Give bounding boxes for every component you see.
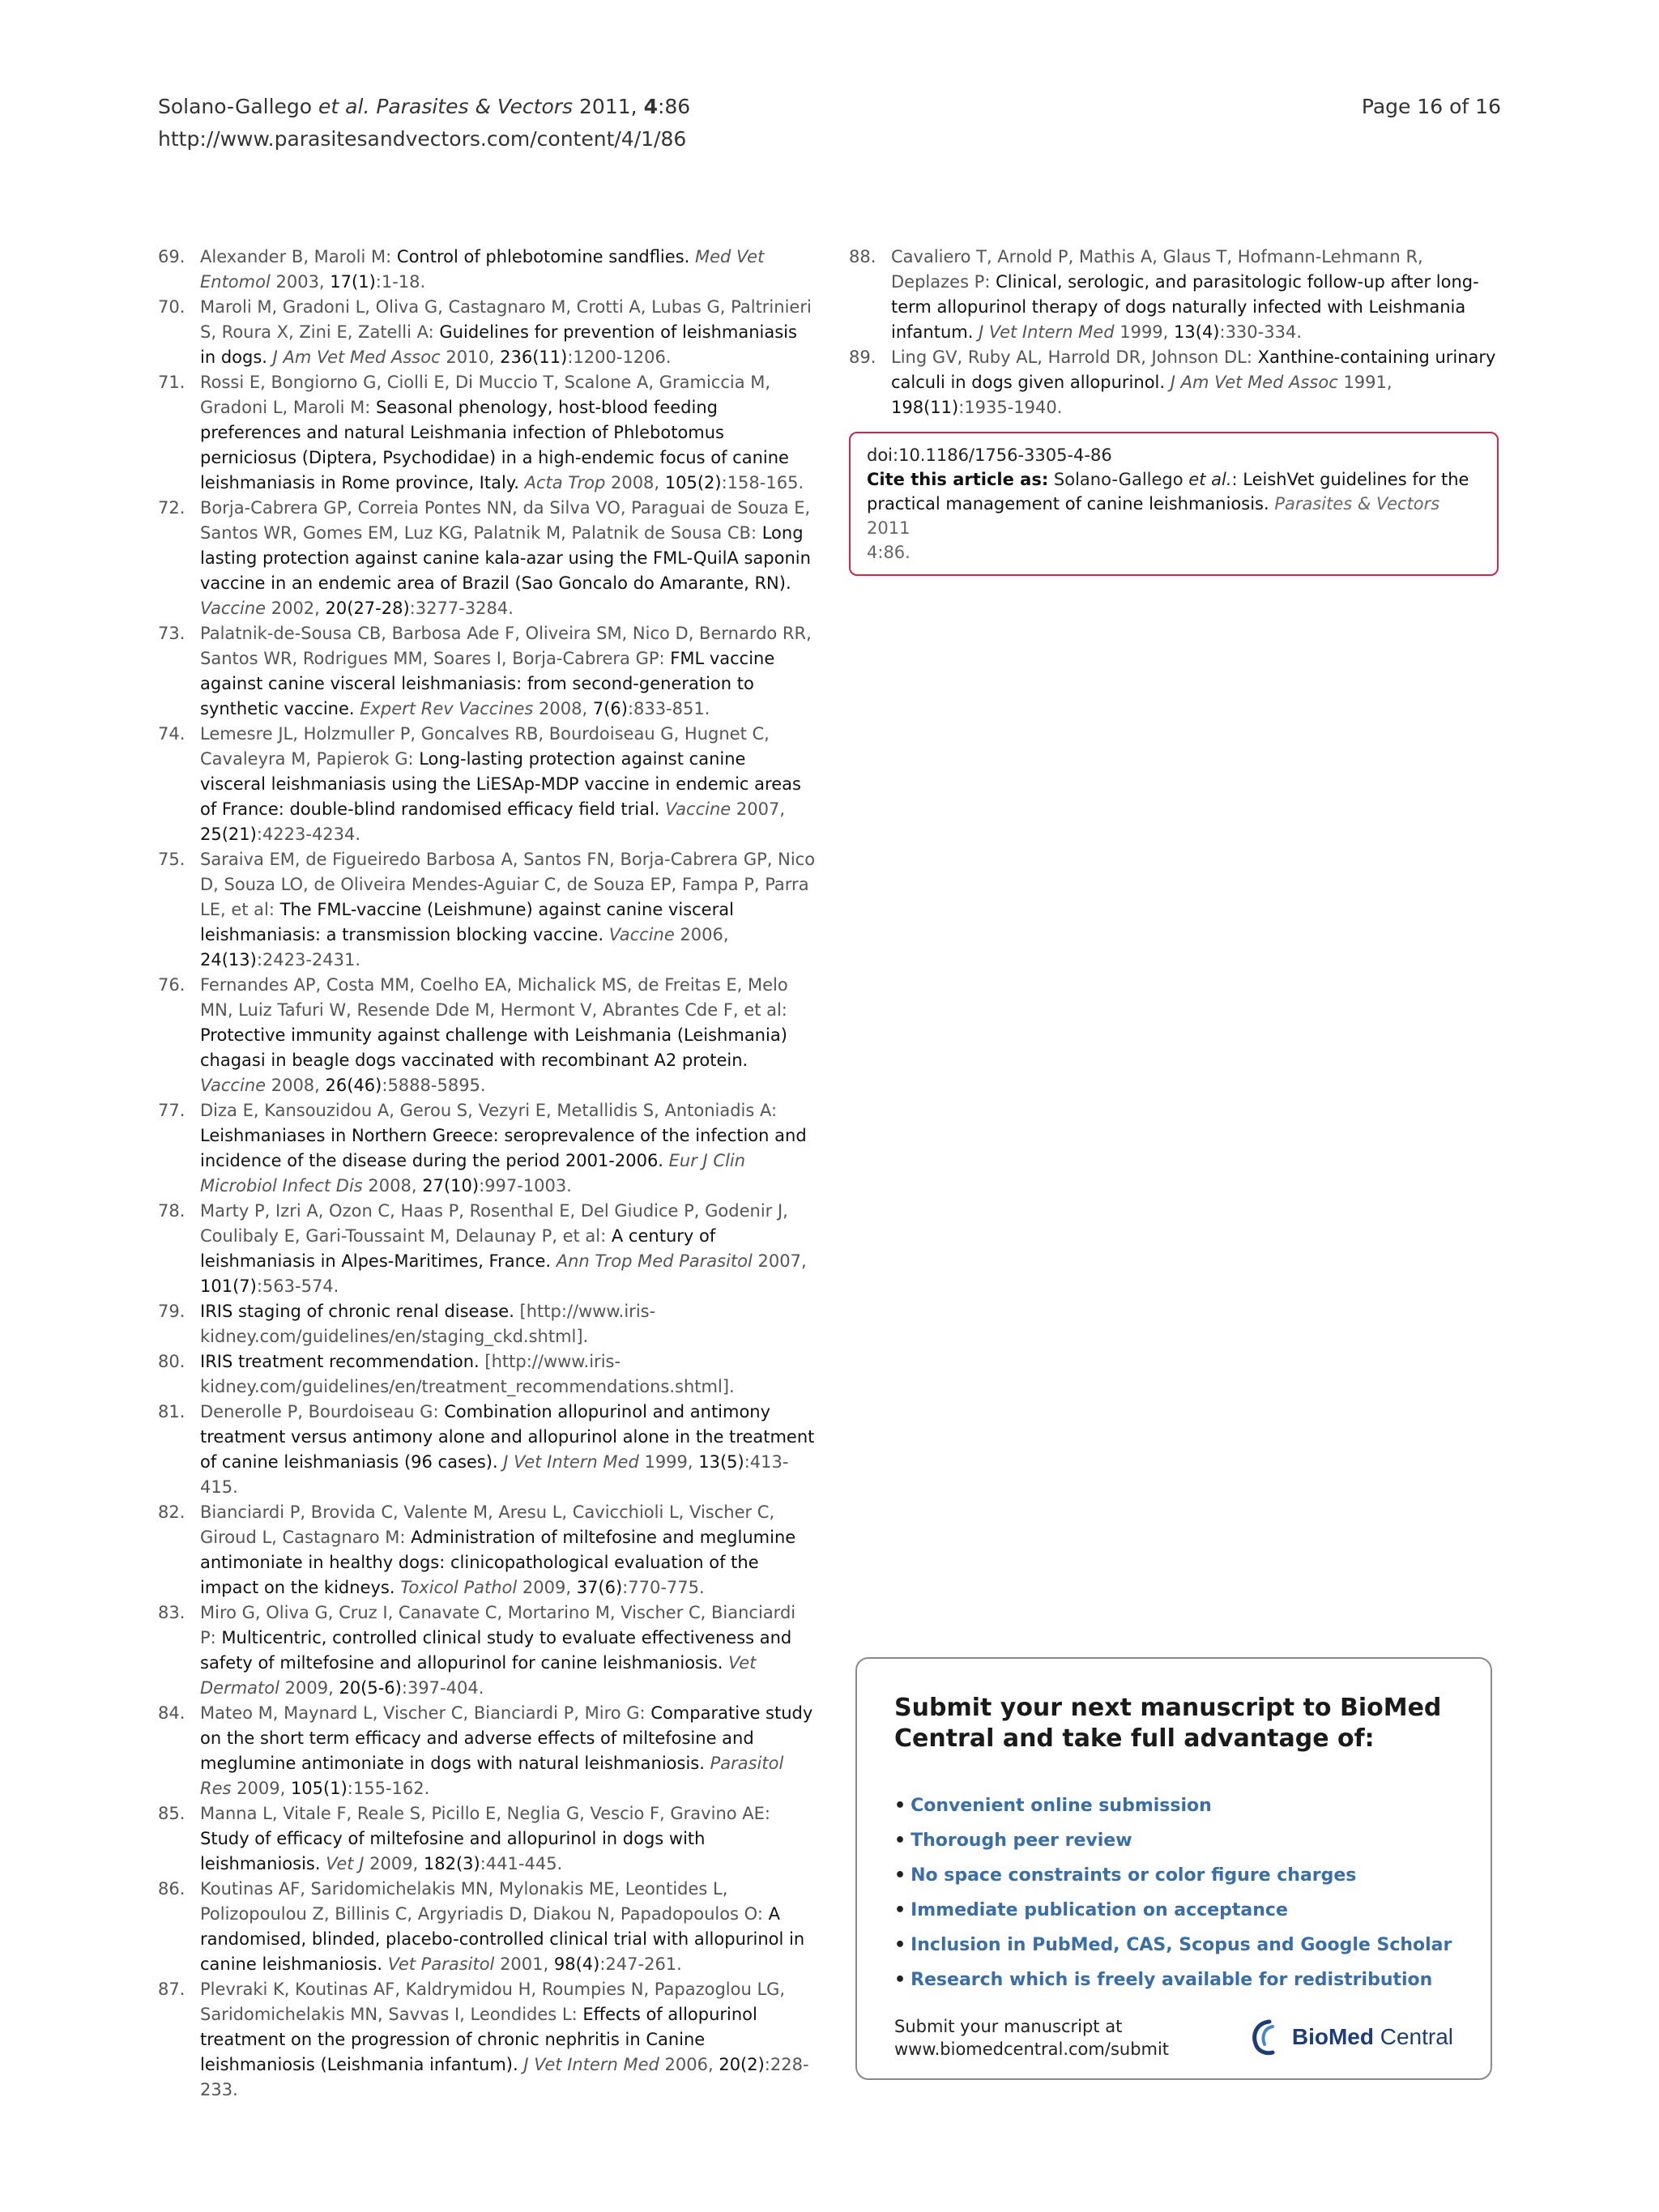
- reference-pages: :4223-4234.: [256, 825, 361, 844]
- reference-authors: Bianciardi P, Brovida C, Valente M, Aresu L, Cavicchioli L, Vischer C, Giroud L, Castagnaro M:: [200, 1502, 775, 1547]
- reference-year: 2008,: [605, 473, 665, 492]
- cite-title: LeishVet guidelines for the practical management of canine leishmaniosis.: [867, 470, 1469, 514]
- cite-text: [867, 467, 1481, 565]
- reference-volume: 24(13): [200, 950, 257, 970]
- reference-number: 75.: [158, 850, 186, 869]
- reference-year: 1999,: [638, 1452, 699, 1472]
- reference-authors: Koutinas AF, Saridomichelakis MN, Mylonakis ME, Leontides L, Polizopoulou Z, Billinis C, Argyriadis D, Diakou N, Papadopoulos O:: [200, 1879, 769, 1924]
- header-year: 2011,: [579, 95, 644, 118]
- reference-pages: :330-334.: [1219, 322, 1302, 342]
- reference-text: [891, 245, 1502, 345]
- reference-pages: :563-574.: [256, 1276, 339, 1296]
- reference-title: Combination allopurinol and antimony treatment versus antimony alone and allopurinol alone in the treatment of canine leishmaniasis (96 cases).: [200, 1402, 815, 1472]
- reference-number: 82.: [158, 1502, 186, 1522]
- reference-number: 81.: [158, 1402, 186, 1421]
- reference-volume: 27(10): [422, 1176, 480, 1196]
- bullet-icon: •: [894, 1865, 906, 1886]
- reference-year: 2009,: [279, 1678, 339, 1698]
- bullet-icon: •: [894, 1900, 906, 1920]
- reference-number: 78.: [158, 1201, 186, 1221]
- reference-pages: :155-162.: [347, 1779, 430, 1798]
- reference-journal: Med Vet Entomol: [200, 247, 765, 292]
- reference-year: 2007,: [752, 1251, 807, 1271]
- logo-rest: Central: [1373, 2024, 1453, 2049]
- reference-journal: J Vet Intern Med: [518, 2055, 659, 2074]
- reference-authors: Marty P, Izri A, Ozon C, Haas P, Rosenthal E, Del Giudice P, Godenir J, Coulibaly E, Gari-Toussaint M, Delaunay P, et al:: [200, 1201, 788, 1246]
- running-header: [158, 91, 690, 156]
- reference-volume: 7(6): [592, 699, 628, 718]
- reference-pages: :228-233.: [200, 2055, 809, 2099]
- reference-journal: J Vet Intern Med: [973, 322, 1115, 342]
- reference-item: [158, 295, 816, 370]
- logo-swoosh-icon: [1248, 2018, 1292, 2056]
- reference-number: 87.: [158, 1980, 186, 1999]
- reference-pages: :1-18.: [375, 272, 426, 292]
- reference-title: Clinical, serologic, and parasitologic follow-up after long-term allopurinol therapy of dogs naturally infected with Leishmania infantum.: [891, 272, 1479, 342]
- header-etal: et al: [312, 95, 364, 118]
- reference-text: [200, 1098, 816, 1199]
- reference-item: [158, 1801, 816, 1877]
- reference-year: [http://www.iris-kidney.com/guidelines/en/staging_ckd.shtml].: [200, 1302, 656, 1346]
- reference-year: 2009,: [364, 1854, 424, 1873]
- header-article: :86: [657, 95, 691, 118]
- cite-year: 2011: [867, 518, 911, 538]
- reference-authors: Ling GV, Ruby AL, Harrold DR, Johnson DL:: [891, 347, 1258, 367]
- reference-volume: 17(1): [330, 272, 376, 292]
- reference-journal: Vaccine: [659, 799, 731, 819]
- reference-journal: Vaccine: [200, 1076, 267, 1095]
- reference-item: [158, 1199, 816, 1299]
- cite-volume: 4: [867, 543, 878, 562]
- reference-text: [200, 973, 816, 1098]
- reference-text: [200, 722, 816, 847]
- reference-volume: 101(7): [200, 1276, 257, 1296]
- promo-footer: [894, 2015, 1169, 2061]
- reference-title: Comparative study on the short term efficacy and adverse effects of miltefosine and meglumine antimoniate in dogs with natural leishmaniosis.: [200, 1703, 813, 1773]
- reference-pages: :1935-1940.: [958, 398, 1063, 417]
- reference-volume: 20(27-28): [325, 599, 410, 618]
- reference-year: 1999,: [1114, 322, 1175, 342]
- promo-item: [894, 1858, 1453, 1893]
- reference-pages: :2423-2431.: [256, 950, 361, 970]
- reference-number: 71.: [158, 373, 186, 392]
- reference-journal: Toxicol Pathol: [394, 1578, 518, 1597]
- reference-journal: Vet Dermatol: [200, 1653, 757, 1698]
- reference-number: 73.: [158, 624, 186, 643]
- reference-journal: Vaccine: [603, 925, 675, 944]
- reference-item: [158, 1400, 816, 1500]
- reference-year: 2009,: [231, 1779, 291, 1798]
- reference-item: [158, 973, 816, 1098]
- reference-journal: Vet Parasitol: [382, 1954, 495, 1974]
- reference-item: [158, 245, 816, 295]
- reference-number: 70.: [158, 297, 186, 317]
- logo-bold: BioMed: [1291, 2024, 1374, 2049]
- reference-text: [200, 245, 816, 295]
- reference-text: [200, 1600, 816, 1701]
- reference-volume: 182(3): [423, 1854, 480, 1873]
- reference-volume: 26(46): [325, 1076, 382, 1095]
- reference-text: [200, 1877, 816, 1977]
- reference-year: [http://www.iris-kidney.com/guidelines/en/treatment_recommendations.shtml].: [200, 1352, 735, 1396]
- reference-item: [158, 370, 816, 496]
- reference-title: IRIS staging of chronic renal disease.: [200, 1302, 514, 1321]
- reference-authors: Denerolle P, Bourdoiseau G:: [200, 1402, 445, 1421]
- cite-pages: :86.: [877, 543, 911, 562]
- promo-item: [894, 1823, 1453, 1858]
- reference-number: 86.: [158, 1879, 186, 1899]
- reference-journal: Vaccine: [200, 599, 267, 618]
- reference-pages: :1200-1206.: [567, 347, 672, 367]
- reference-volume: 13(4): [1174, 322, 1220, 342]
- reference-volume: 105(2): [664, 473, 722, 492]
- reference-pages: :997-1003.: [479, 1176, 572, 1196]
- reference-title: A randomised, blinded, placebo-controlled clinical trial with allopurinol in canine leishmaniosis.: [200, 1904, 805, 1974]
- cite-journal: Parasites & Vectors: [1269, 494, 1440, 514]
- reference-title: Xanthine-containing urinary calculi in dogs given allopurinol.: [891, 347, 1496, 392]
- reference-year: 1991,: [1337, 373, 1392, 392]
- reference-item: [158, 1877, 816, 1977]
- promo-item: [894, 1788, 1453, 1823]
- reference-text: [200, 621, 816, 722]
- reference-title: A century of leishmaniasis in Alpes-Maritimes, France.: [200, 1226, 716, 1271]
- reference-authors: Borja-Cabrera GP, Correia Pontes NN, da Silva VO, Paraguai de Souza E, Santos WR, Gomes EM, Luz KG, Palatnik M, Palatnik de Sousa CB:: [200, 498, 811, 543]
- reference-authors: Rossi E, Bongiorno G, Ciolli E, Di Muccio T, Scalone A, Gramiccia M, Gradoni L, Maroli M:: [200, 373, 771, 417]
- reference-journal: Expert Rev Vaccines: [354, 699, 534, 718]
- promo-item-label: No space constraints or color figure charges: [911, 1865, 1357, 1886]
- reference-title: FML vaccine against canine visceral leishmaniasis: from second-generation to synthetic vaccine.: [200, 649, 775, 718]
- reference-list-right: [849, 245, 1502, 420]
- reference-authors: Miro G, Oliva G, Cruz I, Canavate C, Mortarino M, Vischer C, Bianciardi P:: [200, 1603, 796, 1647]
- reference-year: 2001,: [494, 1954, 554, 1974]
- reference-year: 2003,: [270, 272, 331, 292]
- reference-volume: 236(11): [500, 347, 568, 367]
- reference-item: [158, 1600, 816, 1701]
- reference-authors: Plevraki K, Koutinas AF, Kaldrymidou H, Roumpies N, Papazoglou LG, Saridomichelakis MN, Savvas I, Leondides L:: [200, 1980, 786, 2024]
- reference-pages: :397-404.: [401, 1678, 484, 1698]
- reference-item: [158, 1500, 816, 1600]
- reference-authors: Saraiva EM, de Figueiredo Barbosa A, Santos FN, Borja-Cabrera GP, Nico D, Souza LO, de Oliveira Mendes-Aguiar C, de Souza EP, Fampa P, Parra LE, et al:: [200, 850, 816, 919]
- reference-authors: Palatnik-de-Sousa CB, Barbosa Ade F, Oliveira SM, Nico D, Bernardo RR, Santos WR, Rodrigues MM, Soares I, Borja-Cabrera GP:: [200, 624, 812, 668]
- reference-number: 88.: [849, 247, 876, 266]
- reference-number: 85.: [158, 1804, 186, 1823]
- reference-title: Protective immunity against challenge with Leishmania (Leishmania) chagasi in beagle dogs vaccinated with recombinant A2 protein.: [200, 1025, 787, 1070]
- reference-year: 2008,: [266, 1076, 326, 1095]
- reference-volume: 25(21): [200, 825, 257, 844]
- reference-pages: :3277-3284.: [409, 599, 514, 618]
- promo-title: Submit your next manuscript to BioMed Central and take full advantage of:: [894, 1694, 1442, 1753]
- reference-title: Control of phlebotomine sandflies.: [396, 247, 690, 266]
- page-number: Page 16 of 16: [1361, 95, 1501, 118]
- reference-authors: Fernandes AP, Costa MM, Coelho EA, Michalick MS, de Freitas E, Melo MN, Luiz Tafuri W, Resende Dde M, Hermont V, Abrantes Cde F, et al:: [200, 975, 788, 1020]
- citation-box: [849, 432, 1499, 576]
- reference-number: 84.: [158, 1703, 186, 1723]
- submission-promo: [855, 1657, 1492, 2080]
- reference-text: [200, 1299, 816, 1349]
- cite-label: Cite this article as:: [867, 470, 1049, 489]
- reference-journal: Acta Trop: [518, 473, 606, 492]
- reference-text: [200, 1801, 816, 1877]
- promo-item: [894, 1963, 1453, 1997]
- reference-title: Long-lasting protection against canine visceral leishmaniasis using the LiESAp-MDP vaccine in endemic areas of France: double-blind randomised efficacy field trial.: [200, 749, 801, 819]
- reference-number: 83.: [158, 1603, 186, 1622]
- reference-pages: :5888-5895.: [382, 1076, 486, 1095]
- reference-pages: :413-415.: [200, 1452, 789, 1497]
- reference-number: 69.: [158, 247, 186, 266]
- promo-item-label: Inclusion in PubMed, CAS, Scopus and Google Scholar: [911, 1935, 1452, 1955]
- reference-volume: 20(2): [719, 2055, 765, 2074]
- promo-item: [894, 1928, 1453, 1963]
- reference-authors: Diza E, Kansouzidou A, Gerou S, Vezyri E, Metallidis S, Antoniadis A:: [200, 1101, 778, 1120]
- cite-etal: et al.: [1188, 470, 1232, 489]
- reference-year: 2006,: [674, 925, 729, 944]
- reference-pages: :441-445.: [480, 1854, 563, 1873]
- reference-pages: :158-165.: [721, 473, 804, 492]
- reference-journal: J Am Vet Med Assoc: [267, 347, 441, 367]
- reference-volume: 13(5): [698, 1452, 744, 1472]
- biomed-central-logo[interactable]: [1248, 2018, 1453, 2056]
- reference-journal: J Am Vet Med Assoc: [1165, 373, 1338, 392]
- bullet-icon: •: [894, 1935, 906, 1955]
- reference-year: 2008,: [533, 699, 593, 718]
- reference-year: 2002,: [266, 599, 326, 618]
- doi[interactable]: doi:10.1186/1756-3305-4-86: [867, 445, 1112, 465]
- cite-authors: Solano-Gallego: [1048, 470, 1189, 489]
- header-volume: 4: [643, 95, 658, 118]
- bullet-icon: •: [894, 1970, 906, 1990]
- reference-journal: J Vet Intern Med: [497, 1452, 639, 1472]
- reference-authors: Manna L, Vitale F, Reale S, Picillo E, Neglia G, Vescio F, Gravino AE:: [200, 1804, 770, 1823]
- reference-title: Long lasting protection against canine kala-azar using the FML-QuilA saponin vaccine in an endemic area of Brazil (Sao Goncalo do Amarante, RN).: [200, 523, 811, 593]
- reference-number: 76.: [158, 975, 186, 995]
- promo-footer-label: Submit your manuscript at: [894, 2017, 1123, 2036]
- reference-item: [158, 1098, 816, 1199]
- header-url[interactable]: http://www.parasitesandvectors.com/content/4/1/86: [158, 127, 687, 151]
- reference-text: [200, 1701, 816, 1801]
- reference-authors: Alexander B, Maroli M:: [200, 247, 397, 266]
- reference-number: 89.: [849, 347, 876, 367]
- reference-volume: 105(1): [290, 1779, 348, 1798]
- reference-journal: Vet J: [320, 1854, 365, 1873]
- header-journal: . Parasites & Vectors: [363, 95, 580, 118]
- promo-list: [894, 1788, 1453, 1997]
- reference-title: IRIS treatment recommendation.: [200, 1352, 480, 1371]
- citation-line: [158, 91, 690, 123]
- promo-item: [894, 1893, 1453, 1928]
- reference-item: [158, 722, 816, 847]
- reference-authors: Lemesre JL, Holzmuller P, Goncalves RB, Bourdoiseau G, Hugnet C, Cavaleyra M, Papierok G:: [200, 724, 770, 769]
- reference-item: [158, 621, 816, 722]
- reference-text: [200, 496, 816, 621]
- reference-item: [158, 847, 816, 973]
- reference-volume: 198(11): [891, 398, 959, 417]
- reference-text: [200, 1400, 816, 1500]
- reference-volume: 37(6): [576, 1578, 623, 1597]
- reference-title: Administration of miltefosine and meglumine antimoniate in healthy dogs: clinicopathological evaluation of the impact on the kidneys.: [200, 1528, 796, 1597]
- reference-number: 80.: [158, 1352, 186, 1371]
- reference-item: [849, 245, 1502, 345]
- reference-year: 2006,: [659, 2055, 719, 2074]
- reference-journal: Parasitol Res: [200, 1754, 784, 1798]
- reference-number: 72.: [158, 498, 186, 518]
- reference-pages: :770-775.: [622, 1578, 705, 1597]
- reference-authors: Mateo M, Maynard L, Vischer C, Bianciardi P, Miro G:: [200, 1703, 651, 1723]
- reference-volume: 20(5-6): [339, 1678, 402, 1698]
- header-authors: Solano-Gallego: [158, 95, 313, 118]
- reference-pages: :833-851.: [627, 699, 710, 718]
- promo-item-label: Research which is freely available for redistribution: [911, 1970, 1433, 1990]
- reference-year: 2009,: [517, 1578, 577, 1597]
- reference-title: Effects of allopurinol treatment on the progression of chronic nephritis in Canine leishmaniosis (Leishmania infantum).: [200, 2005, 757, 2074]
- reference-number: 77.: [158, 1101, 186, 1120]
- reference-journal: Ann Trop Med Parasitol: [551, 1251, 753, 1271]
- bullet-icon: •: [894, 1831, 906, 1851]
- promo-item-label: Immediate publication on acceptance: [911, 1900, 1288, 1920]
- reference-volume: 98(4): [553, 1954, 600, 1974]
- reference-title: The FML-vaccine (Leishmune) against canine visceral leishmaniasis: a transmission blocking vaccine.: [200, 900, 734, 944]
- reference-item: [849, 345, 1502, 420]
- submit-link[interactable]: www.biomedcentral.com/submit: [894, 2039, 1170, 2059]
- promo-item-label: Convenient online submission: [911, 1796, 1212, 1816]
- reference-year: 2007,: [731, 799, 785, 819]
- cite-colon: :: [1231, 470, 1243, 489]
- reference-text: [200, 1977, 816, 2103]
- reference-pages: :247-261.: [599, 1954, 682, 1974]
- reference-text: [200, 295, 816, 370]
- bullet-icon: •: [894, 1796, 906, 1816]
- logo-wordmark: [1292, 2024, 1453, 2050]
- reference-text: [891, 345, 1502, 420]
- reference-number: 74.: [158, 724, 186, 744]
- reference-year: 2010,: [440, 347, 501, 367]
- reference-title: Study of efficacy of miltefosine and allopurinol in dogs with leishmaniosis.: [200, 1829, 706, 1873]
- reference-item: [158, 1299, 816, 1349]
- reference-number: 79.: [158, 1302, 186, 1321]
- reference-title: Guidelines for prevention of leishmaniasis in dogs.: [200, 322, 797, 367]
- reference-authors: Maroli M, Gradoni L, Oliva G, Castagnaro M, Crotti A, Lubas G, Paltrinieri S, Roura X, Zini E, Zatelli A:: [200, 297, 812, 342]
- reference-text: [200, 1500, 816, 1600]
- promo-item-label: Thorough peer review: [911, 1831, 1132, 1851]
- reference-item: [158, 1701, 816, 1801]
- reference-item: [158, 1349, 816, 1400]
- reference-text: [200, 847, 816, 973]
- reference-text: [200, 1349, 816, 1400]
- reference-text: [200, 370, 816, 496]
- reference-journal: Eur J Clin Microbiol Infect Dis: [200, 1151, 746, 1196]
- reference-list-left: [158, 245, 816, 2103]
- reference-item: [158, 1977, 816, 2103]
- reference-text: [200, 1199, 816, 1299]
- reference-title: Seasonal phenology, host-blood feeding preferences and natural Leishmania infection of Phlebotomus perniciosus (Diptera, Psychodidae) in a high-endemic focus of canine leishmaniasis in Rome province, Italy.: [200, 398, 789, 492]
- reference-item: [158, 496, 816, 621]
- reference-year: 2008,: [362, 1176, 423, 1196]
- reference-title: Multicentric, controlled clinical study to evaluate effectiveness and safety of miltefosine and allopurinol for canine leishmaniosis.: [200, 1628, 792, 1673]
- reference-authors: Cavaliero T, Arnold P, Mathis A, Glaus T, Hofmann-Lehmann R, Deplazes P:: [891, 247, 1423, 292]
- reference-title: Leishmaniases in Northern Greece: seroprevalence of the infection and incidence of the disease during the period 2001-2006.: [200, 1126, 807, 1170]
